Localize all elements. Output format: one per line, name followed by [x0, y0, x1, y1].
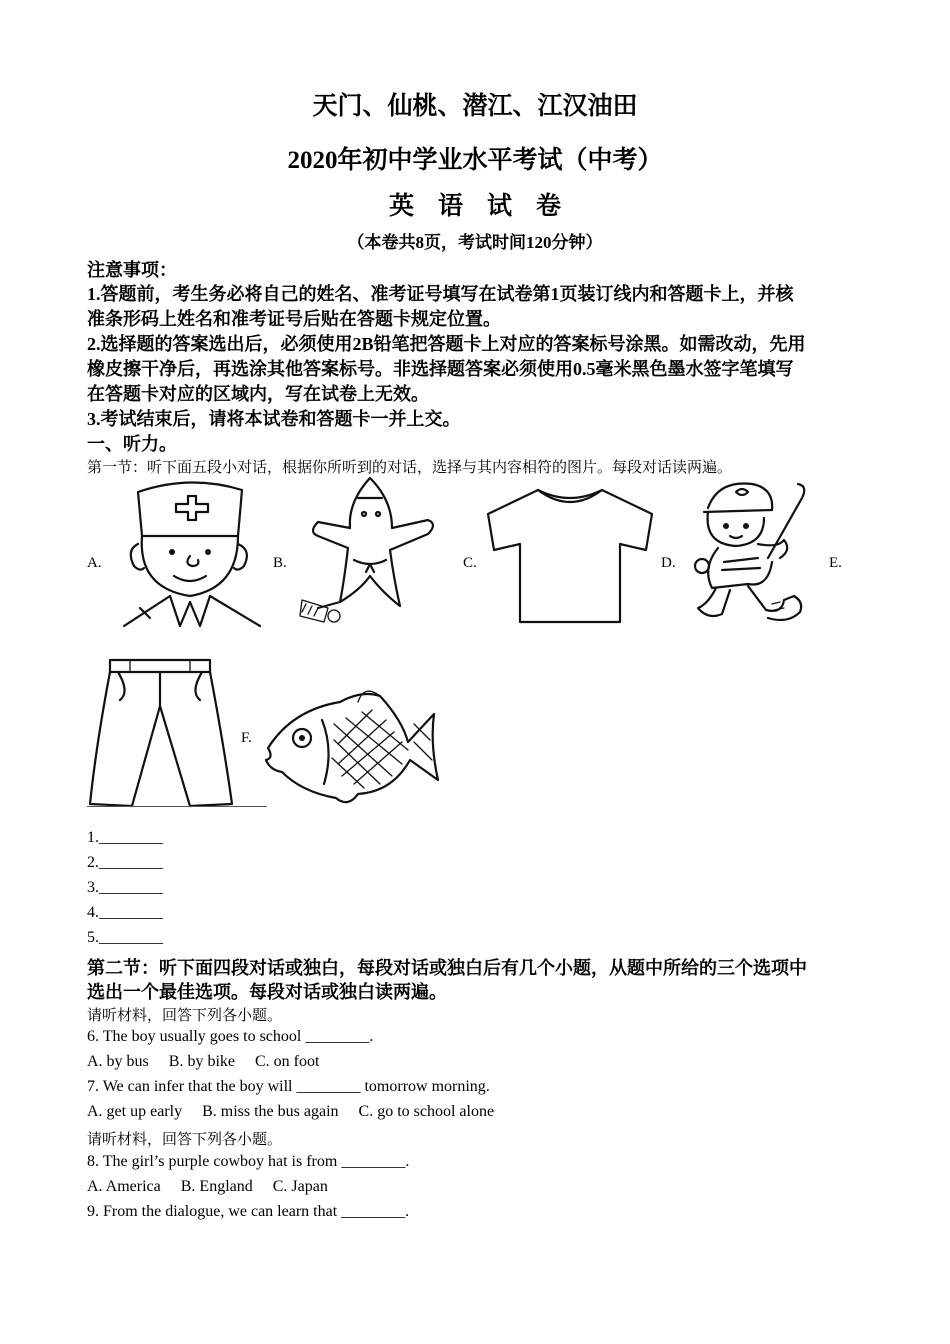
- note-2-line-3: 在答题卡对应的区域内，写在试卷上无效。: [87, 384, 429, 404]
- section2-instruction-line-2: 选出一个最佳选项。每段对话或独白读两遍。: [87, 982, 447, 1002]
- trousers-image: [86, 656, 236, 810]
- question-7-options: A. get up early B. miss the bus again C. go to school alone: [87, 1103, 495, 1120]
- section1-instruction: 第一节：听下面五段小对话，根据你所听到的对话，选择与其内容相符的图片。每段对话读两遍。: [87, 460, 733, 476]
- notes-heading: 注意事项：: [87, 260, 177, 280]
- note-2-line-2: 橡皮擦干净后，再选涂其他答案标号。非选择题答案必须使用0.5毫米黑色墨水签字笔填写: [87, 359, 794, 379]
- image-divider: [87, 806, 267, 807]
- fish-image: [262, 680, 440, 810]
- note-1-line-2: 准条形码上姓名和准考证号后贴在答题卡规定位置。: [87, 309, 501, 329]
- question-8-options: A. America B. England C. Japan: [87, 1178, 328, 1195]
- subject-title: 英语试卷: [388, 193, 585, 220]
- material-instruction-1: 请听材料，回答下列各小题。: [87, 1008, 283, 1024]
- material-instruction-2: 请听材料，回答下列各小题。: [87, 1132, 283, 1148]
- tshirt-image: [484, 486, 656, 626]
- label-e: E.: [829, 555, 842, 571]
- exam-region-title: 天门、仙桃、潜江、江汉油田: [312, 93, 638, 120]
- section2-instruction-line-1: 第二节：听下面四段对话或独白，每段对话或独白后有几个小题，从题中所给的三个选项中: [87, 958, 807, 978]
- baseball-player-image: [688, 478, 816, 633]
- part1-heading: 一、听力。: [87, 434, 177, 454]
- kite-image: [288, 472, 448, 632]
- doctor-image: [120, 478, 265, 628]
- label-b: B.: [273, 555, 287, 571]
- answer-blank-4: 4.________: [87, 904, 163, 921]
- question-6: 6. The boy usually goes to school ________.: [87, 1028, 374, 1045]
- label-c: C.: [463, 555, 477, 571]
- exam-name: 2020年初中学业水平考试（中考）: [287, 147, 663, 174]
- note-3: 3.考试结束后，请将本试卷和答题卡一并上交。: [87, 409, 461, 429]
- exam-info: （本卷共8页，考试时间120分钟）: [347, 233, 603, 252]
- answer-blank-1: 1.________: [87, 829, 163, 846]
- answer-blank-5: 5.________: [87, 929, 163, 946]
- question-8: 8. The girl’s purple cowboy hat is from ________.: [87, 1153, 410, 1170]
- question-9: 9. From the dialogue, we can learn that ________.: [87, 1203, 410, 1220]
- note-2-line-1: 2.选择题的答案选出后，必须使用2B铅笔把答题卡上对应的答案标号涂黑。如需改动，先用: [87, 334, 806, 354]
- label-f: F.: [241, 730, 252, 746]
- note-1-line-1: 1.答题前，考生务必将自己的姓名、准考证号填写在试卷第1页装订线内和答题卡上，并核: [87, 284, 794, 304]
- answer-blank-3: 3.________: [87, 879, 163, 896]
- question-7: 7. We can infer that the boy will ________ tomorrow morning.: [87, 1078, 490, 1095]
- label-a: A.: [87, 555, 102, 571]
- answer-blank-2: 2.________: [87, 854, 163, 871]
- question-6-options: A. by bus B. by bike C. on foot: [87, 1053, 320, 1070]
- label-d: D.: [661, 555, 676, 571]
